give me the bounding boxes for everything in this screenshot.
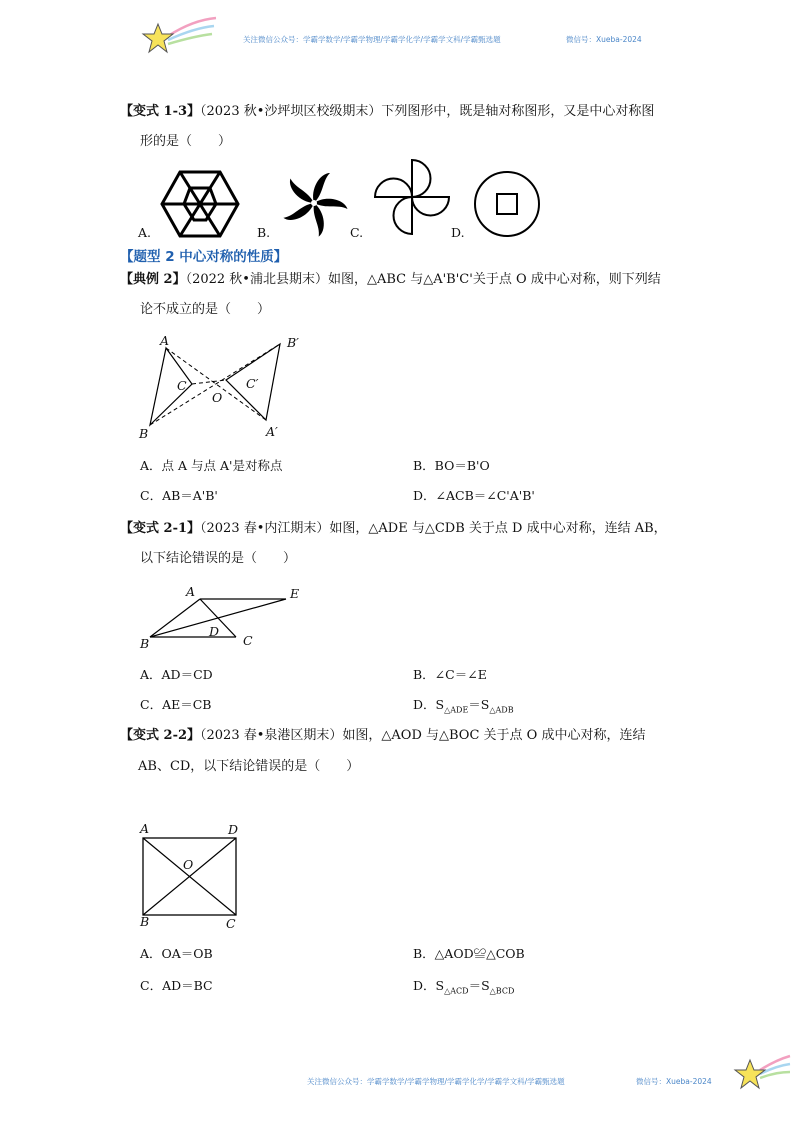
q22-optd-mid: ＝S [468,978,490,993]
q21-option-d[interactable] [413,697,514,719]
q13-option-c[interactable]: C. [350,225,364,240]
q22-option-a[interactable]: A．OA＝OB [140,946,213,961]
q21-label-b: B [140,636,150,651]
star-logo-footer-icon [732,1052,792,1096]
ex2-option-b[interactable]: B．BO＝B'O [413,458,490,473]
section2-title: 【题型 2 中心对称的性质】 [120,249,288,265]
header-text: 关注微信公众号：学霸学数学/学霸学物理/学霸学化学/学霸学文科/学霸甄选题 [243,35,501,44]
q22-tag: 【变式 2-2】 [120,728,201,743]
q22-label-c: C [226,916,236,931]
q21-optd-sub1: △ADE [444,705,469,715]
star-logo-icon [138,14,218,59]
q21-option-a[interactable]: A．AD＝CD [140,667,213,682]
ex2-line1 [120,272,661,288]
q22-optd-sub1: △ACD [444,986,469,996]
q21-option-b[interactable]: B．∠C＝∠E [413,667,487,682]
q22-label-o: O [183,857,194,872]
q13-tag: 【变式 1-3】 [120,104,201,119]
figure-c-pinwheel [372,157,452,237]
q21-label-c: C [243,633,253,648]
q22-option-d[interactable] [413,978,514,1000]
q22-label-d: D [228,822,239,837]
q22-figure [142,837,238,917]
ex2-label-c-prime: C′ [246,376,259,391]
q21-figure [150,595,290,645]
q22-optd-sub2: △BCD [489,986,515,996]
q22-text1: （2023 春•泉港区期末）如图，△AOD 与△BOC 关于点 O 成中心对称，连结 [200,728,646,743]
q13-line1 [120,104,654,120]
ex2-option-a[interactable]: A．点 A 与点 A'是对称点 [140,458,283,473]
ex2-option-d[interactable]: D．∠ACB＝∠C'A'B' [413,488,535,503]
ex2-line2: 论不成立的是（ ） [140,302,271,317]
ex2-label-a-prime: A′ [266,424,278,439]
q13-option-b[interactable]: B. [257,225,271,240]
q22-label-a: A [140,821,150,836]
figure-d-coin [472,170,542,238]
ex2-figure [130,330,310,440]
ex2-label-b: B [139,426,149,441]
q21-optd-pre: D．S [413,697,445,712]
q22-option-b[interactable]: B．△AOD≌△COB [413,946,525,961]
ex2-label-b-prime: B′ [287,335,300,350]
figure-a-knot [160,170,240,238]
q21-label-e: E [290,586,300,601]
ex2-text1: （2022 秋•浦北县期末）如图，△ABC 与△A'B'C'关于点 O 成中心对称，则下列结 [185,272,661,287]
q22-option-c[interactable]: C．AD＝BC [140,978,213,993]
ex2-option-c[interactable]: C．AB＝A'B' [140,488,218,503]
q22-line2: AB、CD，以下结论错误的是（ ） [138,759,360,774]
figure-b-flower [278,168,350,238]
q13-line2: 形的是（ ） [140,134,232,149]
q21-option-c[interactable]: C．AE＝CB [140,697,212,712]
q22-label-b: B [140,914,150,929]
q21-line2: 以下结论错误的是（ ） [140,551,297,566]
q21-optd-sub2: △ADB [489,705,514,715]
ex2-label-o: O [212,390,223,405]
q22-line1 [120,728,645,744]
ex2-tag: 【典例 2】 [120,272,186,287]
q21-label-d: D [209,624,220,639]
q13-text1: （2023 秋•沙坪坝区校级期末）下列图形中，既是轴对称图形，又是中心对称图 [200,104,655,119]
footer-text: 关注微信公众号：学霸学数学/学霸学物理/学霸学化学/学霸学文科/学霸甄选题 [307,1077,565,1086]
q21-optd-mid: ＝S [468,697,490,712]
q13-option-d[interactable]: D. [451,225,465,240]
q21-text1: （2023 春•内江期末）如图，△ADE 与△CDB 关于点 D 成中心对称，连结 AB， [200,521,667,536]
ex2-label-c: C [177,378,187,393]
footer-wechat: 微信号：Xueba-2024 [636,1077,712,1086]
q22-optd-pre: D．S [413,978,445,993]
q21-line1 [120,521,667,537]
header-wechat: 微信号：Xueba-2024 [566,35,642,44]
q13-option-a[interactable]: A. [138,225,152,240]
q21-label-a: A [186,584,196,599]
ex2-label-a: A [160,333,170,348]
q21-tag: 【变式 2-1】 [120,521,201,536]
